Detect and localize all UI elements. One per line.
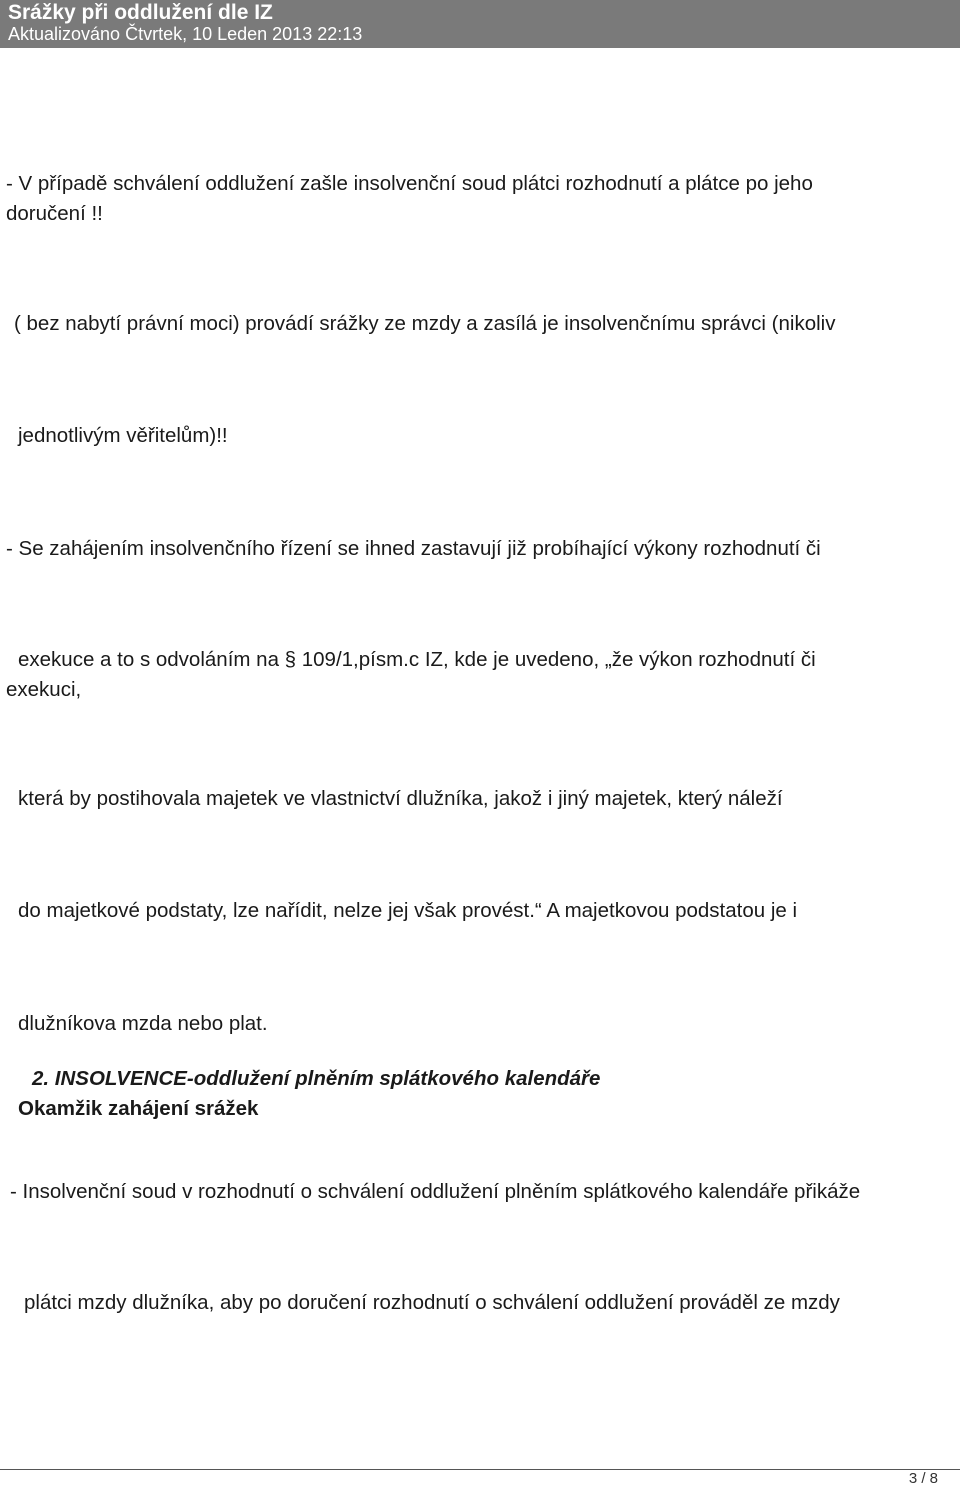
paragraph-line: exekuci, [6,678,82,701]
paragraph-line: - Se zahájením insolvenčního řízení se ihned zastavují již probíhající výkony rozhodnutí či [6,537,821,560]
section-heading: 2. INSOLVENCE-oddlužení plněním splátkového kalendáře [32,1067,601,1090]
footer-divider [0,1469,960,1470]
paragraph-line: která by postihovala majetek ve vlastnictví dlužníka, jakož i jiný majetek, který náleží [18,787,783,810]
paragraph-line: plátci mzdy dlužníka, aby po doručení rozhodnutí o schválení oddlužení prováděl ze mzdy [24,1291,840,1314]
updated-timestamp: Aktualizováno Čtvrtek, 10 Leden 2013 22:13 [8,24,363,44]
document-title: Srážky při oddlužení dle IZ [8,1,273,24]
page-header [0,0,960,48]
paragraph-line: jednotlivým věřitelům)!! [18,424,228,447]
paragraph-line: doručení !! [6,202,103,225]
paragraph-line: - Insolvenční soud v rozhodnutí o schválení oddlužení plněním splátkového kalendáře přikáže [10,1180,861,1203]
page-number: 3 / 8 [908,1470,938,1487]
paragraph-line: - V případě schválení oddlužení zašle insolvenční soud plátci rozhodnutí a plátce po jeho [6,172,813,195]
section-subheading: Okamžik zahájení srážek [18,1097,259,1120]
paragraph-line: do majetkové podstaty, lze nařídit, nelze jej však provést.“ A majetkovou podstatou je i [18,899,798,922]
paragraph-line: exekuce a to s odvoláním na § 109/1,písm.c IZ, kde je uvedeno, „že výkon rozhodnutí či [18,648,816,671]
paragraph-line: dlužníkova mzda nebo plat. [18,1012,268,1035]
paragraph-line: ( bez nabytí právní moci) provádí srážky ze mzdy a zasílá je insolvenčnímu správci (nikoliv [14,312,836,335]
